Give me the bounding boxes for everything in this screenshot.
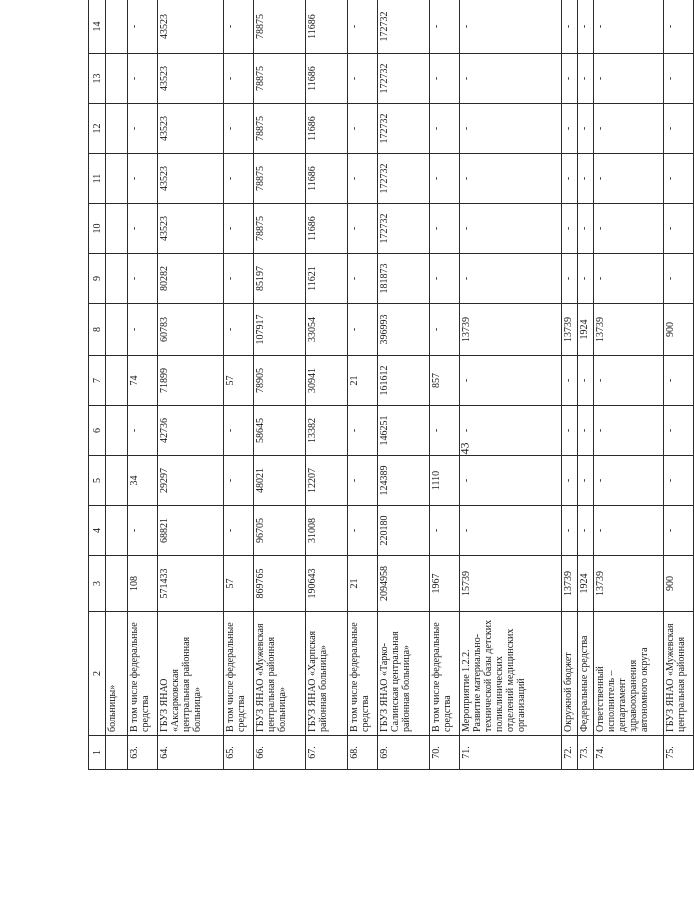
value-cell: -	[430, 254, 460, 304]
value-cell: 108	[128, 556, 158, 612]
value-cell: -	[430, 54, 460, 104]
value-cell: -	[430, 304, 460, 356]
value-cell: -	[460, 104, 562, 154]
value-cell: -	[594, 54, 664, 104]
row-number-cell: 71.	[460, 736, 562, 770]
value-cell: -	[348, 54, 378, 104]
value-cell: 11686	[306, 54, 348, 104]
value-cell: -	[224, 406, 254, 456]
table-row	[306, 0, 348, 770]
column-number-8: 8	[89, 304, 106, 356]
value-cell: 21	[348, 556, 378, 612]
value-cell: -	[224, 304, 254, 356]
value-cell: 31008	[306, 506, 348, 556]
value-cell: -	[460, 154, 562, 204]
value-cell	[106, 154, 128, 204]
value-cell: -	[664, 154, 694, 204]
value-cell: 43523	[158, 204, 224, 254]
value-cell: -	[594, 254, 664, 304]
value-cell: 21	[348, 356, 378, 406]
value-cell: 78875	[254, 0, 306, 54]
value-cell: 13739	[562, 556, 578, 612]
row-number-cell: 73.	[578, 736, 594, 770]
column-number-12: 12	[89, 104, 106, 154]
value-cell: 29297	[158, 456, 224, 506]
column-number-14: 14	[89, 0, 106, 54]
value-cell: 13739	[562, 304, 578, 356]
value-cell: 172732	[378, 104, 430, 154]
value-cell: -	[348, 154, 378, 204]
column-number-4: 4	[89, 506, 106, 556]
column-number-6: 6	[89, 406, 106, 456]
value-cell: 78875	[254, 54, 306, 104]
row-number-cell: 69.	[378, 736, 430, 770]
value-cell: -	[562, 356, 578, 406]
value-cell: 71899	[158, 356, 224, 406]
value-cell: -	[460, 456, 562, 506]
column-number-11: 11	[89, 154, 106, 204]
row-number-cell: 65.	[224, 736, 254, 770]
value-cell: 43523	[158, 0, 224, 54]
value-cell: -	[664, 0, 694, 54]
row-number-cell: 64.	[158, 736, 224, 770]
value-cell: 13739	[460, 304, 562, 356]
table-row	[128, 0, 158, 770]
value-cell: -	[460, 506, 562, 556]
value-cell	[106, 0, 128, 54]
value-cell: 30941	[306, 356, 348, 406]
row-name-cell: ГБУЗ ЯНАО «Мужевская центральная районная больница»	[254, 612, 306, 736]
value-cell: -	[430, 506, 460, 556]
value-cell: 11686	[306, 204, 348, 254]
row-name-cell: ГБУЗ ЯНАО «Аксарковская центральная районная больница»	[158, 612, 224, 736]
value-cell: -	[224, 104, 254, 154]
value-cell: 11686	[306, 0, 348, 54]
column-number-13: 13	[89, 54, 106, 104]
value-cell: -	[128, 204, 158, 254]
value-cell: -	[664, 254, 694, 304]
value-cell: 1967	[430, 556, 460, 612]
value-cell: -	[594, 204, 664, 254]
value-cell: 78875	[254, 104, 306, 154]
value-cell: 11686	[306, 154, 348, 204]
value-cell: -	[128, 304, 158, 356]
value-cell	[106, 406, 128, 456]
row-number-cell: 70.	[430, 736, 460, 770]
value-cell: -	[460, 254, 562, 304]
value-cell: 13382	[306, 406, 348, 456]
value-cell: 1110	[430, 456, 460, 506]
value-cell: 12207	[306, 456, 348, 506]
value-cell: 2094958	[378, 556, 430, 612]
value-cell: -	[664, 204, 694, 254]
value-cell: 43523	[158, 154, 224, 204]
value-cell: -	[594, 506, 664, 556]
page-number: 43	[457, 442, 472, 455]
table-row	[460, 0, 562, 770]
value-cell: -	[128, 54, 158, 104]
value-cell: 1924	[578, 304, 594, 356]
column-number-10: 10	[89, 204, 106, 254]
row-number-cell: 75.	[664, 736, 694, 770]
value-cell: -	[224, 456, 254, 506]
value-cell: -	[578, 54, 594, 104]
value-cell: 57	[224, 356, 254, 406]
row-number-cell: 67.	[306, 736, 348, 770]
value-cell: -	[348, 506, 378, 556]
value-cell	[106, 506, 128, 556]
value-cell: -	[430, 406, 460, 456]
value-cell: -	[128, 406, 158, 456]
value-cell: -	[128, 104, 158, 154]
value-cell: 190643	[306, 556, 348, 612]
table-row	[430, 0, 460, 770]
table-row	[224, 0, 254, 770]
value-cell: -	[664, 406, 694, 456]
value-cell: -	[578, 356, 594, 406]
value-cell: 172732	[378, 0, 430, 54]
row-name-cell: Ответственный исполнитель – департамент здравоохранения автономного округа	[594, 612, 664, 736]
value-cell: 43523	[158, 104, 224, 154]
table-row	[106, 0, 128, 770]
value-cell: 172732	[378, 154, 430, 204]
row-number-cell: 74.	[594, 736, 664, 770]
value-cell: -	[594, 104, 664, 154]
table-row	[594, 0, 664, 770]
row-name-cell: больницы»	[106, 612, 128, 736]
value-cell: 60783	[158, 304, 224, 356]
value-cell: 1924	[578, 556, 594, 612]
column-number-9: 9	[89, 254, 106, 304]
table-row	[562, 0, 578, 770]
value-cell: 900	[664, 556, 694, 612]
row-name-cell: ГБУЗ ЯНАО «Тарко-Салинская центральная районная больница»	[378, 612, 430, 736]
row-name-cell: ГБУЗ ЯНАО «Харпская районная больница»	[306, 612, 348, 736]
value-cell: 107917	[254, 304, 306, 356]
value-cell: 172732	[378, 204, 430, 254]
value-cell: -	[594, 154, 664, 204]
value-cell: 74	[128, 356, 158, 406]
value-cell: -	[578, 456, 594, 506]
value-cell: -	[128, 154, 158, 204]
value-cell: -	[224, 54, 254, 104]
value-cell: 11621	[306, 254, 348, 304]
value-cell: -	[664, 506, 694, 556]
row-name-cell: В том числе федеральные средства	[224, 612, 254, 736]
value-cell: -	[224, 254, 254, 304]
column-number-2: 2	[89, 612, 106, 736]
value-cell: 78875	[254, 204, 306, 254]
value-cell: -	[348, 204, 378, 254]
value-cell: -	[594, 456, 664, 506]
value-cell: 85197	[254, 254, 306, 304]
row-number-cell: 72.	[562, 736, 578, 770]
value-cell: 48021	[254, 456, 306, 506]
value-cell: 124389	[378, 456, 430, 506]
value-cell: 181873	[378, 254, 430, 304]
financing-table	[88, 0, 694, 770]
value-cell: 15739	[460, 556, 562, 612]
value-cell: -	[594, 0, 664, 54]
value-cell: -	[460, 204, 562, 254]
value-cell: 900	[664, 304, 694, 356]
value-cell: 161612	[378, 356, 430, 406]
value-cell: -	[348, 254, 378, 304]
value-cell: 33054	[306, 304, 348, 356]
value-cell: -	[562, 254, 578, 304]
value-cell: -	[562, 456, 578, 506]
row-name-cell: Федеральные средства	[578, 612, 594, 736]
value-cell: -	[224, 0, 254, 54]
value-cell: 78905	[254, 356, 306, 406]
value-cell: 869765	[254, 556, 306, 612]
value-cell: -	[664, 456, 694, 506]
row-name-cell: ГБУЗ ЯНАО «Мужевская центральная районная	[664, 612, 694, 736]
value-cell	[106, 556, 128, 612]
value-cell	[106, 304, 128, 356]
value-cell: -	[460, 54, 562, 104]
table-row	[378, 0, 430, 770]
row-number-cell: 63.	[128, 736, 158, 770]
value-cell: -	[562, 406, 578, 456]
value-cell: -	[578, 506, 594, 556]
value-cell: -	[430, 0, 460, 54]
value-cell: 146251	[378, 406, 430, 456]
financing-table-rotated	[88, 10, 687, 770]
value-cell: 13739	[594, 556, 664, 612]
value-cell: -	[578, 104, 594, 154]
value-cell: 80282	[158, 254, 224, 304]
value-cell: -	[348, 104, 378, 154]
value-cell: -	[348, 0, 378, 54]
value-cell	[106, 104, 128, 154]
value-cell: -	[562, 104, 578, 154]
value-cell: -	[578, 154, 594, 204]
value-cell: 172732	[378, 54, 430, 104]
value-cell: 13739	[594, 304, 664, 356]
value-cell: -	[430, 204, 460, 254]
value-cell: -	[224, 204, 254, 254]
row-number-cell: 68.	[348, 736, 378, 770]
value-cell: -	[430, 154, 460, 204]
value-cell	[106, 54, 128, 104]
value-cell: -	[664, 356, 694, 406]
value-cell: -	[578, 204, 594, 254]
value-cell: -	[128, 506, 158, 556]
value-cell: -	[578, 406, 594, 456]
table-row	[348, 0, 378, 770]
row-number-cell	[106, 736, 128, 770]
value-cell	[106, 456, 128, 506]
value-cell: -	[348, 456, 378, 506]
value-cell: 58645	[254, 406, 306, 456]
table-row	[158, 0, 224, 770]
value-cell: 42736	[158, 406, 224, 456]
column-number-1: 1	[89, 736, 106, 770]
value-cell: -	[128, 254, 158, 304]
value-cell: 571433	[158, 556, 224, 612]
value-cell: -	[224, 154, 254, 204]
value-cell: 57	[224, 556, 254, 612]
column-number-5: 5	[89, 456, 106, 506]
value-cell: 220180	[378, 506, 430, 556]
value-cell: -	[594, 406, 664, 456]
value-cell: -	[128, 0, 158, 54]
value-cell: -	[348, 304, 378, 356]
value-cell: -	[594, 356, 664, 406]
value-cell: 396993	[378, 304, 430, 356]
value-cell: -	[430, 104, 460, 154]
column-number-7: 7	[89, 356, 106, 406]
value-cell	[106, 356, 128, 406]
row-name-cell: В том числе федеральные средства	[430, 612, 460, 736]
value-cell: 43523	[158, 54, 224, 104]
value-cell: -	[562, 204, 578, 254]
column-number-3: 3	[89, 556, 106, 612]
table-row	[254, 0, 306, 770]
column-number-row	[89, 0, 106, 770]
value-cell: -	[460, 0, 562, 54]
value-cell: -	[562, 0, 578, 54]
value-cell	[106, 254, 128, 304]
value-cell: -	[562, 506, 578, 556]
value-cell: 857	[430, 356, 460, 406]
row-name-cell: В том числе федеральные средства	[128, 612, 158, 736]
value-cell: 11686	[306, 104, 348, 154]
value-cell: -	[562, 154, 578, 204]
value-cell: 96705	[254, 506, 306, 556]
row-name-cell: Мероприятие 1.2.2. Развитие материально-технической базы детских поликлинических отделений медицинских организаций	[460, 612, 562, 736]
value-cell: -	[578, 0, 594, 54]
value-cell: -	[664, 104, 694, 154]
value-cell: -	[578, 254, 594, 304]
value-cell: -	[460, 406, 562, 456]
table-row	[664, 0, 694, 770]
value-cell: 34	[128, 456, 158, 506]
row-name-cell: Окружной бюджет	[562, 612, 578, 736]
value-cell: -	[664, 54, 694, 104]
value-cell	[106, 204, 128, 254]
row-number-cell: 66.	[254, 736, 306, 770]
value-cell: -	[562, 54, 578, 104]
value-cell: 68821	[158, 506, 224, 556]
value-cell: -	[460, 356, 562, 406]
value-cell: -	[224, 506, 254, 556]
value-cell: -	[348, 406, 378, 456]
table-row	[578, 0, 594, 770]
value-cell: 78875	[254, 154, 306, 204]
row-name-cell: В том числе федеральные средства	[348, 612, 378, 736]
